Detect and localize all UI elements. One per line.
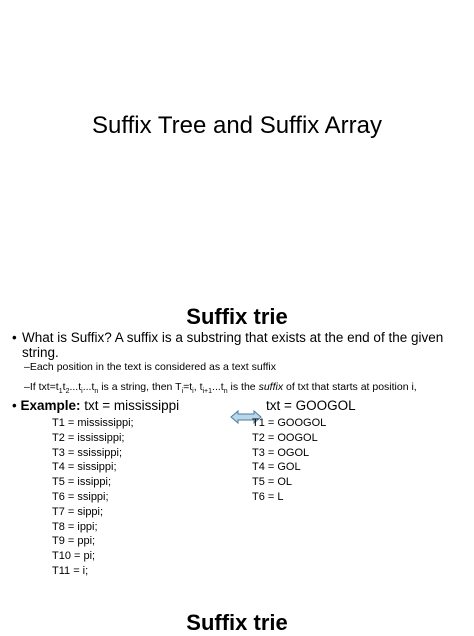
def-text: =t [183, 381, 193, 393]
slide1-title: Suffix Tree and Suffix Array [92, 112, 382, 139]
bullet-text: What is Suffix? A suffix is a substring that exists at the end of the given string. [22, 330, 444, 360]
def-sub: 1 [58, 388, 63, 396]
def-sub: i+1 [202, 388, 213, 396]
list-item: T5 = OL [252, 476, 293, 489]
slide3-title: Suffix trie [186, 610, 288, 635]
list-item: T1 = GOOGOL [252, 417, 327, 429]
def-text: ...t [212, 381, 224, 393]
sub-bullet-text: Each position in the text is considered as a text suffix [29, 361, 276, 373]
slide2-title: Suffix trie [186, 304, 288, 329]
sub-bullet-definition: –If $txt=t_1t_2...t_i...t_n$ is a string, then $T_i=t_i$, $t_{i+1}...t_n$ is the suffix of txt that starts at position i, [24, 381, 417, 396]
list-item: T5 = issippi; [52, 476, 111, 489]
list-item: T2 = ississippi; [52, 431, 125, 444]
list-item: T9 = ppi; [52, 535, 96, 548]
suffix-word: suffix [258, 381, 284, 393]
example-left-text: txt = mississippi [80, 398, 180, 413]
list-item: T11 = i; [52, 564, 89, 577]
def-sub: i [181, 388, 184, 396]
list-item: T3 = OGOL [252, 446, 310, 459]
def-sub: n [223, 388, 228, 396]
suffix-list-left [52, 416, 134, 579]
list-item: T1 = mississippi; [52, 417, 134, 429]
list-item: T10 = pi; [52, 550, 96, 563]
sub-bullet-position: –Each position in the text is considered as a text suffix [24, 361, 276, 373]
list-item: T3 = ssissippi; [52, 446, 122, 459]
example-left: • Example: txt = mississippi [12, 398, 180, 413]
def-sub: i [81, 388, 83, 396]
def-text: , t [193, 381, 203, 393]
def-sub: n [94, 388, 99, 396]
list-item: T4 = GOL [252, 461, 301, 474]
example-label: Example: [20, 398, 81, 413]
list-item: T7 = sippi; [52, 505, 104, 518]
bullet-what-is-suffix [12, 330, 462, 360]
suffix-list-right [252, 416, 326, 505]
def-sub: i [192, 388, 194, 396]
list-item: T4 = sissippi; [52, 461, 117, 474]
list-item: T6 = L [252, 490, 284, 503]
bullet-dot: • [12, 330, 17, 345]
list-item: T2 = OOGOL [252, 431, 318, 444]
def-text: If txt=t [29, 381, 59, 393]
example-right: txt = GOOGOL [266, 398, 356, 413]
def-sub: 2 [65, 388, 70, 396]
list-item: T8 = ippi; [52, 520, 98, 533]
def-text: of txt that starts at position i, [283, 381, 417, 393]
def-text: is a string, then T [98, 381, 182, 393]
list-item: T6 = ssippi; [52, 490, 109, 503]
